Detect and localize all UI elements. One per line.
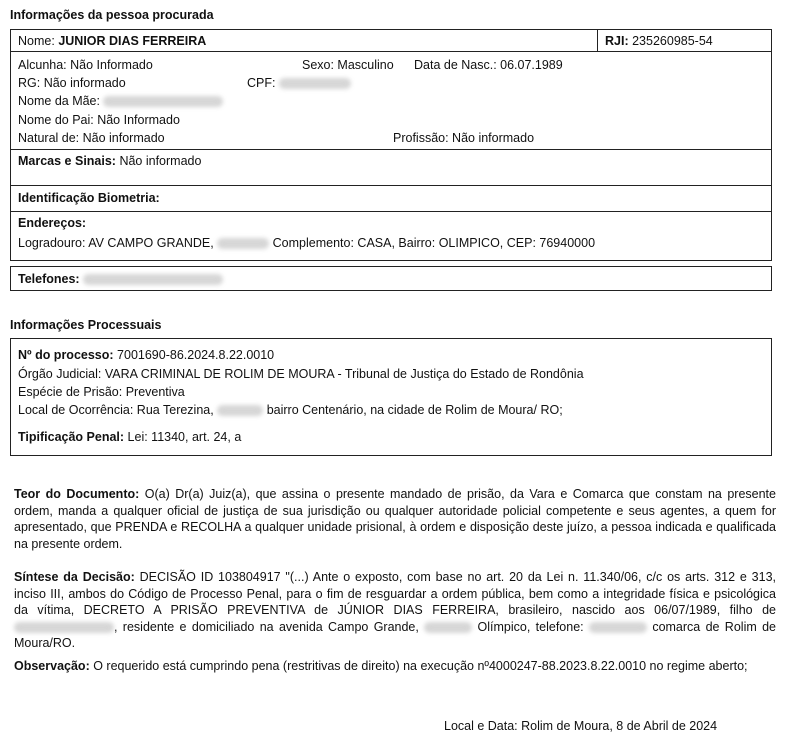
redacted-numero: [217, 238, 269, 249]
marcas-divider: [11, 149, 771, 150]
cpf: CPF:: [247, 75, 351, 91]
name-value: JUNIOR DIAS FERREIRA: [58, 34, 207, 48]
sintese-decisao: Síntese da Decisão: DECISÃO ID 103804917 "(...) Ante o exposto, com base no art. 20 da Lei n. 11.340/06, c/c os arts. 312 e 313, inciso III, ambos do Código de Processo Penal, para o fim de resguardar a ordem pública, bem como a integridade física e psicológica da vítima, DECRETO A PRISÃO PREVENTIVA de JÚNIOR DIAS FERREIRA, brasileiro, nascido aos 06/07/1989, filho de , residente e domiciliado na avenida Campo Grande, Olímpico, telefone: comarca de Rolim de Moura/RO.: [14, 570, 776, 650]
process-box: [10, 338, 772, 456]
redacted-cpf: [279, 78, 351, 89]
marcas-sinais: Marcas e Sinais: Não informado: [18, 154, 202, 168]
natural: Natural de: Não informado: [18, 131, 165, 145]
especie-prisao: Espécie de Prisão: Preventiva: [18, 385, 185, 399]
nome-mae: Nome da Mãe:: [18, 93, 223, 109]
local-data: Local e Data: Rolim de Moura, 8 de Abril de 2024: [444, 719, 718, 733]
person-details-box: [10, 51, 772, 212]
biometria-divider: [11, 185, 771, 186]
observacao: Observação: O requerido está cumprindo pena (restritivas de direito) na execução nº4000247-88.2023.8.22.0010 no regime aberto;: [14, 659, 748, 673]
tipificacao-penal: Tipificação Penal: Lei: 11340, art. 24, a: [18, 430, 242, 444]
data-nascimento: Data de Nasc.: 06.07.1989: [414, 58, 563, 72]
enderecos-label: Endereços:: [18, 216, 87, 230]
redacted-mae: [103, 96, 223, 107]
sexo: Sexo: Masculino: [302, 58, 394, 72]
process-section-title: Informações Processuais: [10, 318, 162, 332]
alcunha: Alcunha: Não Informado: [18, 58, 153, 72]
rji-value: 235260985-54: [632, 34, 713, 48]
redacted-telefone: [83, 274, 223, 285]
name-rji-box: [10, 29, 772, 52]
rg: RG: Não informado: [18, 76, 126, 90]
rji-field: RJI: 235260985-54: [605, 34, 713, 48]
redacted-numero-endereco: [424, 622, 472, 633]
telefones: Telefones:: [18, 271, 223, 287]
numero-processo: Nº do processo: 7001690-86.2024.8.22.0010: [18, 348, 275, 362]
biometria: Identificação Biometria:: [18, 191, 160, 205]
logradouro: Logradouro: AV CAMPO GRANDE, Complemento: CASA, Bairro: OLIMPICO, CEP: 76940000: [18, 236, 596, 250]
person-section-title: Informações da pessoa procurada: [10, 8, 214, 22]
orgao-judicial: Órgão Judicial: VARA CRIMINAL DE ROLIM DE MOURA - Tribunal de Justiça do Estado de Rondônia: [18, 367, 584, 381]
teor-documento: Teor do Documento: O(a) Dr(a) Juiz(a), que assina o presente mandado de prisão, da Vara e Comarca que constam na presente ordem, manda a qualquer oficial de justiça de sua jurisdição ou qualquer autoridade policial competente e seus agentes, a quem for apresentado, que PRENDA e RECOLHA a qualquer unidade prisional, à ordem e disposição deste juízo, a pessoa indicada e qualificada na presente ordem.: [14, 487, 776, 551]
name-field: Nome: JUNIOR DIAS FERREIRA: [18, 34, 207, 48]
nome-pai: Nome do Pai: Não Informado: [18, 113, 180, 127]
redacted-local-numero: [217, 405, 263, 416]
redacted-filiacao: [14, 622, 114, 633]
telefones-box: [10, 266, 772, 291]
enderecos-box: [10, 211, 772, 261]
local-ocorrencia: Local de Ocorrência: Rua Terezina, bairro Centenário, na cidade de Rolim de Moura/ RO;: [18, 403, 563, 417]
redacted-telefone-decisao: [589, 622, 647, 633]
profissao: Profissão: Não informado: [393, 131, 535, 145]
rji-divider: [597, 30, 598, 51]
